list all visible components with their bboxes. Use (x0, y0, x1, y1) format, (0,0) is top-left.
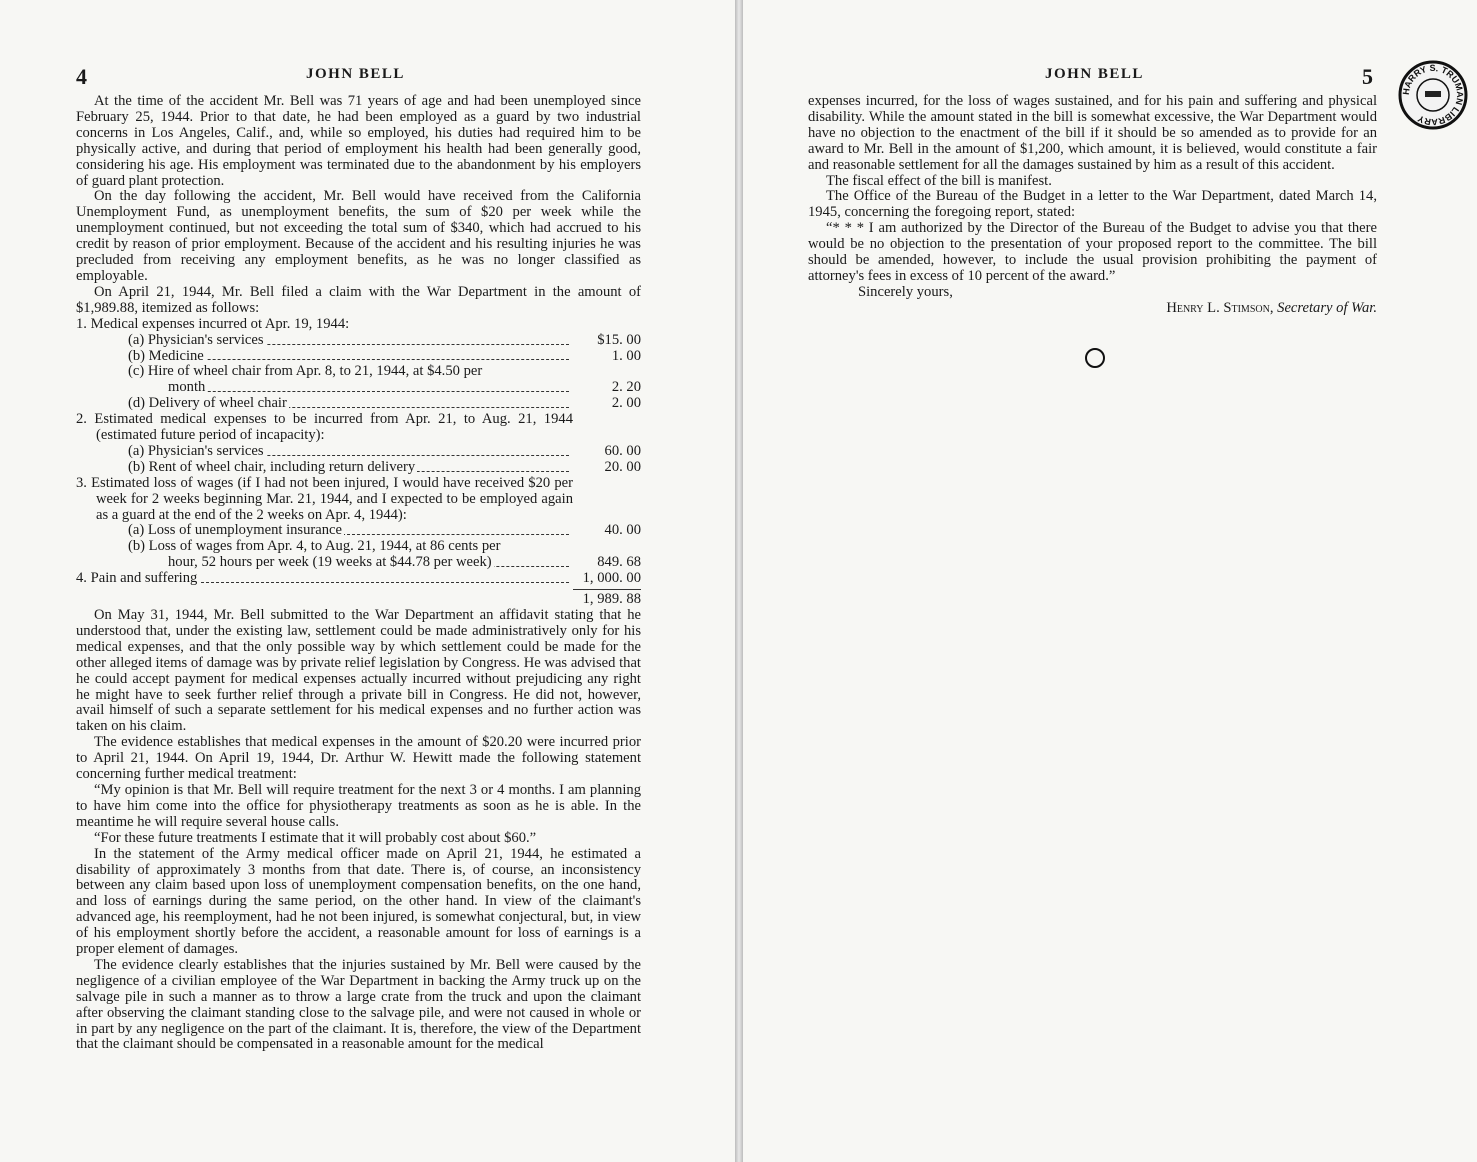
claim-item-label: (a) Physician's services (128, 332, 264, 348)
paragraph: expenses incurred, for the loss of wages sustained, and for his pain and suffering and physical disability. While the amount stated in the bill is somewhat excessive, the War Department would have no objection to the enactment of the bill if it should be so amended as to provide for an award to Mr. Bell in the amount of $1,200, which amount, it is believed, would constitute a fair and reasonable settlement for all the damages sustained by him as a result of this accident. (808, 93, 1377, 173)
paragraph: The evidence clearly establishes that the injuries sustained by Mr. Bell were caused by the negligence of a civilian employee of the War Department in backing the Army truck up on the salvage pile in such a manner as to throw a large crate from the truck and upon the claimant after observing the claimant standing close to the salvage pile, and were not caused in whole or in part by any negligence on the part of the claimant. It is, therefore, the view of the Department that the claimant should be compensated in a reasonable amount for the medical (76, 956, 641, 1053)
claim-item-row (76, 460, 641, 476)
right-running-head: JOHN BELL (1045, 66, 1144, 82)
paragraph: The Office of the Bureau of the Budget in a letter to the War Department, dated March 14, 1945, concerning the foregoing report, stated: (808, 188, 1377, 221)
quoted-paragraph: “For these future treatments I estimate that it will probably cost about $60.” (94, 829, 537, 846)
paragraph: On the day following the accident, Mr. Bell would have received from the California Unemployment Fund, as unemployment benefits, the sum of $20 per week while the unemployment continued, but not exceeding the total sum of $340, which had accrued to his credit by reason of prior employment. Because of the accident and his resulting injuries he was precluded from receiving any employment benefits, as he was no longer classified as employable. (76, 188, 641, 284)
claim-item-amount: 20. 00 (604, 458, 641, 475)
claim-item-label: hour, 52 hours per week (19 weeks at $44.78 per week) (168, 555, 492, 571)
signature-title: Secretary of War. (1277, 299, 1377, 316)
left-page-number: 4 (76, 64, 87, 89)
claim-item-heading: 2. Estimated medical expenses to be incurred from Apr. 21, to Aug. 21, 1944 (estimated future period of incapacity): (76, 411, 573, 444)
claim-item-label: (b) Rent of wheel chair, including return delivery (128, 459, 416, 475)
claim-item-label: (d) Delivery of wheel chair (128, 396, 287, 412)
claim-item-row (76, 555, 641, 571)
paragraph: On May 31, 1944, Mr. Bell submitted to the War Department an affidavit stating that he understood that, under the existing law, settlement could be made administratively only for his medical expenses, and that the only possible way by which settlement could be made for the other alleged items of damage was by private relief legislation by Congress. He was advised that he could accept payment for medical expenses actually incurred without prejudicing any right he might have to seek further relief through a private bill in Congress. He did not, however, avail himself of such a separate settlement for his medical expenses and no further action was taken on his claim. (76, 607, 641, 735)
claim-item-row (76, 396, 641, 412)
end-mark-circle (1085, 348, 1105, 368)
signature-name: Henry L. Stimson, (1166, 299, 1274, 316)
claim-item-amount: 1, 000. 00 (582, 570, 641, 587)
signature (808, 301, 1377, 317)
claim-item-amount: 1. 00 (611, 347, 641, 364)
claim-total-row (76, 589, 641, 608)
claim-item-label: (a) Physician's services (128, 443, 264, 459)
quoted-paragraph: “My opinion is that Mr. Bell will require treatment for the next 3 or 4 months. I am planning to have him come into the office for physiotherapy treatments as soon as he is able. In the meantime he will require several house calls. (76, 781, 641, 830)
claim-item-row (76, 380, 641, 396)
stamp-text: HARRY S. TRUMAN LIBRARY (1400, 62, 1466, 128)
paragraph: In the statement of the Army medical officer made on April 21, 1944, he estimated a disability of approximately 3 months from that date. There is, of course, an inconsistency between any claim based upon loss of unemployment compensation benefits, on the one hand, and loss of earnings during the same period, on the other hand. In view of the claimant's advanced age, his reemployment, had he not been injured, is somewhat conjectural, but, in view of his employment shortly before the accident, a reasonable amount for loss of earnings is a proper element of damages. (76, 845, 641, 958)
library-stamp-icon (1398, 60, 1468, 130)
paragraph: The fiscal effect of the bill is manifest. (826, 172, 1052, 189)
right-page-number: 5 (1362, 64, 1373, 89)
claim-total-amount: 1, 989. 88 (573, 589, 641, 608)
left-running-head: JOHN BELL (306, 66, 405, 82)
claim-item-row (76, 523, 641, 539)
paragraph: On April 21, 1944, Mr. Bell filed a claim with the War Department in the amount of $1,989.88, itemized as follows: (76, 283, 641, 316)
claim-item-row (76, 333, 641, 349)
claim-item-label: (b) Loss of wages from Apr. 4, to Aug. 21, 1944, at 86 cents per (128, 538, 501, 555)
signoff: Sincerely yours, (858, 283, 953, 300)
claim-item-label: 4. Pain and suffering (76, 571, 198, 587)
claim-item-heading: 1. Medical expenses incurred ot Apr. 19, 1944: (76, 315, 350, 332)
page-gutter (735, 0, 743, 1162)
claim-item-heading: 3. Estimated loss of wages (if I had not been injured, I would have received $20 per week for 2 weeks beginning Mar. 21, 1944, and I expected to be employed again as a guard at the end of the 2 weeks on Apr. 4, 1944): (76, 474, 573, 523)
claim-itemization (76, 317, 641, 608)
claim-item-amount: 2. 20 (611, 379, 641, 396)
claim-item-label: month (168, 380, 206, 396)
claim-item-amount: 60. 00 (604, 442, 641, 459)
paragraph: The evidence establishes that medical expenses in the amount of $20.20 were incurred prior to April 21, 1944. On April 19, 1944, Dr. Arthur W. Hewitt made the following statement concerning further medical treatment: (76, 734, 641, 783)
claim-item-label: (a) Loss of unemployment insurance (128, 523, 342, 539)
claim-item-amount: $15. 00 (597, 331, 641, 348)
claim-item-amount: 849. 68 (597, 554, 641, 571)
claim-item-amount: 2. 00 (611, 395, 641, 412)
quoted-paragraph: “* * * I am authorized by the Director of the Bureau of the Budget to advise you that there would be no objection to the presentation of your proposed report to the committee. The bill should be amended, however, to include the usual provision prohibiting the payment of attorney's fees in excess of 10 percent of the award.” (808, 220, 1377, 284)
claim-item-amount: 40. 00 (604, 522, 641, 539)
claim-item-row (76, 349, 641, 365)
paragraph: At the time of the accident Mr. Bell was 71 years of age and had been unemployed since February 25, 1944. Prior to that date, he had been employed as a guard by two industrial concerns in Los Angeles, Calif., and, while so employed, his duties had required him to be physically active, and during that period of employment his health had been generally good, considering his age. His employment was terminated due to the abandonment by his employers of guard plant protection. (76, 93, 641, 189)
claim-item-label: (c) Hire of wheel chair from Apr. 8, to 21, 1944, at $4.50 per (128, 363, 483, 380)
left-page-body (76, 94, 641, 1053)
claim-item-label: (b) Medicine (128, 348, 204, 364)
right-page-body (808, 94, 1377, 317)
claim-item-row (76, 571, 641, 587)
claim-item-row (76, 444, 641, 460)
